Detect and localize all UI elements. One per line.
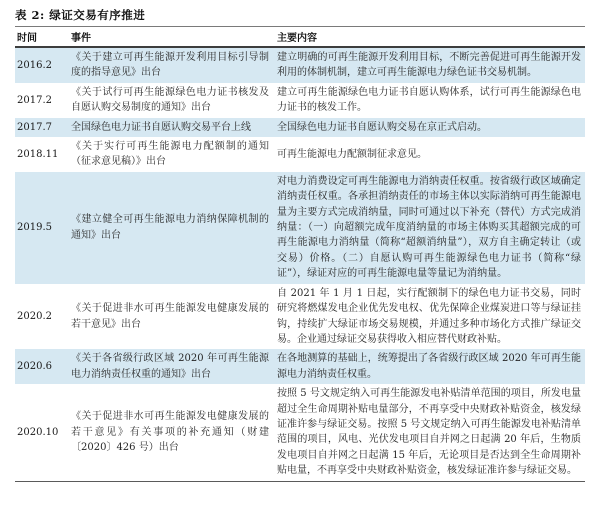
row-time-cell bbox=[15, 137, 67, 172]
column-header-content: 主要内容 bbox=[277, 33, 317, 44]
row-time: 2019.5 bbox=[17, 222, 52, 234]
row-content: 建立明确的可再生能源开发利用目标，不断完善促进可再生能源开发利用的体制机制，建立可再生能源电力绿色证书交易机制。 bbox=[277, 52, 581, 79]
row-content-cell bbox=[273, 349, 585, 384]
table-row bbox=[15, 83, 585, 118]
row-time: 2020.2 bbox=[17, 310, 52, 322]
row-event: 《关于各省级行政区域 2020 年可再生能源电力消纳责任权重的通知》出台 bbox=[71, 353, 269, 380]
row-content-cell bbox=[273, 118, 585, 137]
row-time: 2018.11 bbox=[17, 148, 59, 160]
table-header-row bbox=[15, 27, 585, 46]
row-time: 2020.6 bbox=[17, 361, 52, 373]
row-content: 可再生能源电力配额制征求意见。 bbox=[277, 148, 427, 160]
table-body bbox=[15, 48, 585, 481]
row-content: 建立可再生能源绿色电力证书自愿认购体系，试行可再生能源绿色电力证书的核发工作。 bbox=[277, 86, 581, 114]
column-header-event: 事件 bbox=[71, 33, 91, 44]
row-content: 在各地测算的基础上，统筹提出了各省级行政区域 2020 年可再生能源电力消纳责任权重。 bbox=[277, 353, 581, 380]
table-row bbox=[15, 118, 585, 137]
row-event-cell bbox=[67, 83, 273, 118]
row-event: 《关于建立可再生能源开发利用目标引导制度的指导意见》出台 bbox=[71, 52, 269, 79]
row-time-cell bbox=[15, 284, 67, 350]
table-row bbox=[15, 137, 585, 172]
row-time-cell bbox=[15, 172, 67, 284]
row-content-cell bbox=[273, 83, 585, 118]
column-header-time: 时间 bbox=[17, 33, 37, 44]
row-event-cell bbox=[67, 349, 273, 384]
row-event-cell bbox=[67, 384, 273, 480]
row-time-cell bbox=[15, 349, 67, 384]
row-time-cell bbox=[15, 48, 67, 83]
row-time: 2017.7 bbox=[17, 121, 52, 133]
row-event-cell bbox=[67, 48, 273, 83]
row-content: 对电力消费设定可再生能源电力消纳责任权重。按省级行政区域确定消纳责任权重。各承担消纳责任的市场主体以实际消纳可再生能源电量为主要方式完成消纳量，同时可通过以下补充（替代）方式完成消纳量：（一）向超额完成年度消纳量的市场主体购买其超额完成的可再生能源电力消纳量（简称“超额消纳量”），双方自主确定转让（或交易）价格。（二）自愿认购可再生能源绿色电力证书（简称“绿证”），绿证对应的可再生能源电量等量记为消纳量。 bbox=[277, 175, 581, 280]
row-time: 2016.2 bbox=[17, 59, 52, 71]
row-time: 2020.10 bbox=[17, 426, 59, 438]
table-bottom-divider bbox=[15, 481, 585, 482]
row-event-cell bbox=[67, 284, 273, 350]
row-content: 全国绿色电力证书自愿认购交易在京正式启动。 bbox=[277, 121, 487, 133]
table-row bbox=[15, 172, 585, 284]
row-event-cell bbox=[67, 118, 273, 137]
row-event: 《建立健全可再生能源电力消纳保障机制的通知》出台 bbox=[71, 214, 269, 241]
row-time: 2017.2 bbox=[17, 94, 52, 106]
table-title: 表 2: 绿证交易有序推进 bbox=[15, 8, 146, 22]
row-content-cell bbox=[273, 384, 585, 480]
row-content-cell bbox=[273, 48, 585, 83]
row-content: 按照 5 号文规定纳入可再生能源发电补贴清单范围的项目，所发电量超过全生命周期补贴电量部分，不再享受中央财政补贴资金，核发绿证准许参与绿证交易。按照 5 号文规定纳入可再生能源发电补贴清单范围的项目，风电、光伏发电项目自并网之日起满 20 年后，生物质发电项目自并网之日起满 15 年后，无论项目是否达到全生命周期补贴电量，不再享受中央财政补贴资金，核发绿证准许参与绿证交易。 bbox=[277, 388, 581, 477]
table-row bbox=[15, 284, 585, 350]
row-event-cell bbox=[67, 172, 273, 284]
row-time-cell bbox=[15, 83, 67, 118]
row-event: 《关于试行可再生能源绿色电力证书核发及自愿认购交易制度的通知》出台 bbox=[71, 86, 269, 114]
row-content-cell bbox=[273, 137, 585, 172]
table-row bbox=[15, 48, 585, 83]
row-content: 自 2021 年 1 月 1 日起，实行配额制下的绿色电力证书交易，同时研究将燃煤发电企业优先发电权、优先保障企业煤炭进口等与绿证挂钩，持续扩大绿证市场交易规模，并通过多种市场化方式推广绿证交易。企业通过绿证交易获得收入相应替代财政补贴。 bbox=[277, 287, 581, 345]
table-row bbox=[15, 384, 585, 480]
row-event: 《关于促进非水可再生能源发电健康发展的若干意见》有关事项的补充通知（财建〔2020〕426 号）出台 bbox=[71, 411, 269, 454]
row-time-cell bbox=[15, 384, 67, 480]
table-row bbox=[15, 349, 585, 384]
row-time-cell bbox=[15, 118, 67, 137]
row-event-cell bbox=[67, 137, 273, 172]
row-event: 《关于促进非水可再生能源发电健康发展的若干意见》出台 bbox=[71, 303, 269, 330]
row-event: 全国绿色电力证书自愿认购交易平台上线 bbox=[71, 121, 251, 133]
row-content-cell bbox=[273, 284, 585, 350]
row-content-cell bbox=[273, 172, 585, 284]
row-event: 《关于实行可再生能源电力配额制的通知（征求意见稿）》出台 bbox=[71, 141, 269, 168]
